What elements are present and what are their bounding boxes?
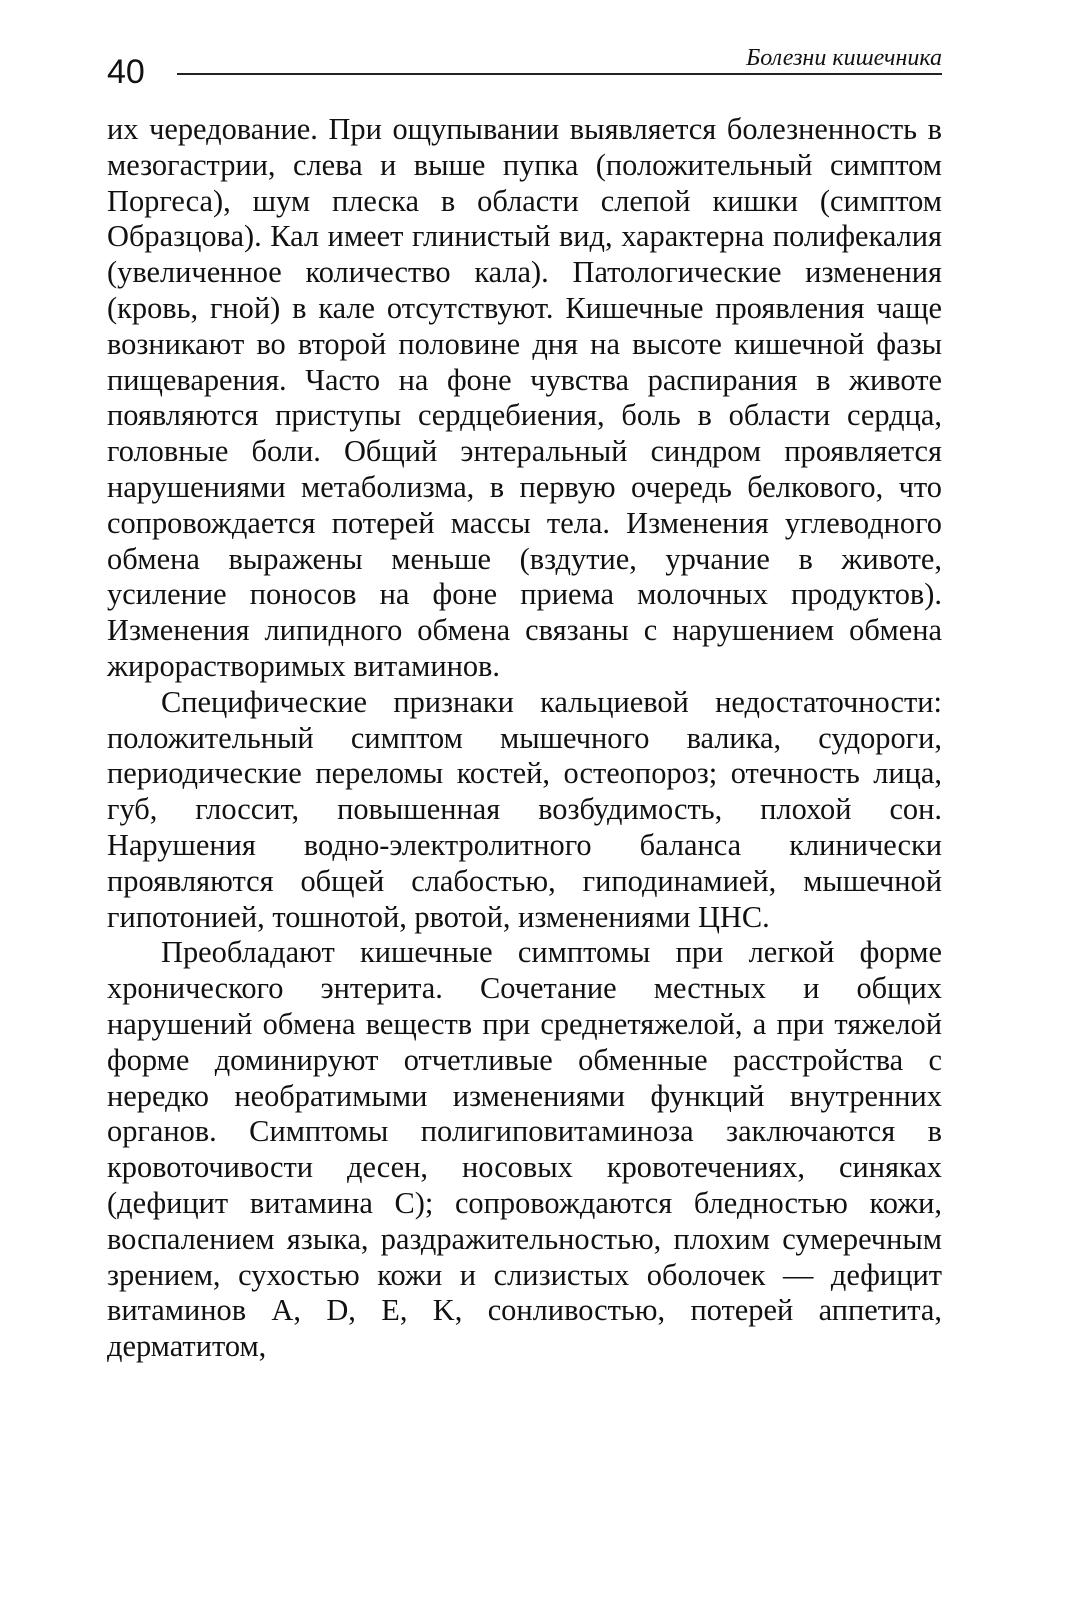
running-title: Болезни кишечника [740, 44, 942, 72]
page-header [107, 40, 942, 90]
paragraph-3: Преобладают кишечные симптомы при легкой форме хронического энтерита. Сочетание местных и общих нарушений обмена веществ при среднетяжелой, а при тяжелой форме доминируют отчетливые обменные расстройства с нередко необратимыми изменениями функций внутренних органов. Симптомы полигиповитаминоза заключаются в кровоточивости десен, носовых кровотечениях, синяках (дефицит витамина С); сопровождаются бледностью кожи, воспалением языка, раздражительностью, плохим сумеречным зрением, сухостью кожи и слизистых оболочек — дефицит витаминов A, D, E, K, сонливостью, потерей аппетита, дерматитом, [107, 935, 942, 1364]
body-text [107, 112, 942, 1365]
book-page [107, 40, 942, 1570]
header-rule [177, 73, 942, 75]
paragraph-1: их чередование. При ощупывании выявляется болезненность в мезогастрии, слева и выше пупка (положительный симптом Поргеса), шум плеска в области слепой кишки (симптом Образцова). Кал имеет глинистый вид, характерна полифекалия (увеличенное количество кала). Патологические изменения (кровь, гной) в кале отсутствуют. Кишечные проявления чаще возникают во второй половине дня на высоте кишечной фазы пищеварения. Часто на фоне чувства распирания в животе появляются приступы сердцебиения, боль в области сердца, головные боли. Общий энтеральный синдром проявляется нарушениями метаболизма, в первую очередь белкового, что сопровождается потерей массы тела. Изменения углеводного обмена выражены меньше (вздутие, урчание в животе, усиление поносов на фоне приема молочных продуктов). Изменения липидного обмена связаны с нарушением обмена жирорастворимых витаминов. [107, 112, 942, 683]
paragraph-2: Специфические признаки кальциевой недостаточности: положительный симптом мышечного валика, судороги, периодические переломы костей, остеопороз; отечность лица, губ, глоссит, повышенная возбудимость, плохой сон. Нарушения водно-электролитного баланса клинически проявляются общей слабостью, гиподинамией, мышечной гипотонией, тошнотой, рвотой, изменениями ЦНС. [107, 684, 942, 934]
page-number: 40 [107, 53, 145, 91]
